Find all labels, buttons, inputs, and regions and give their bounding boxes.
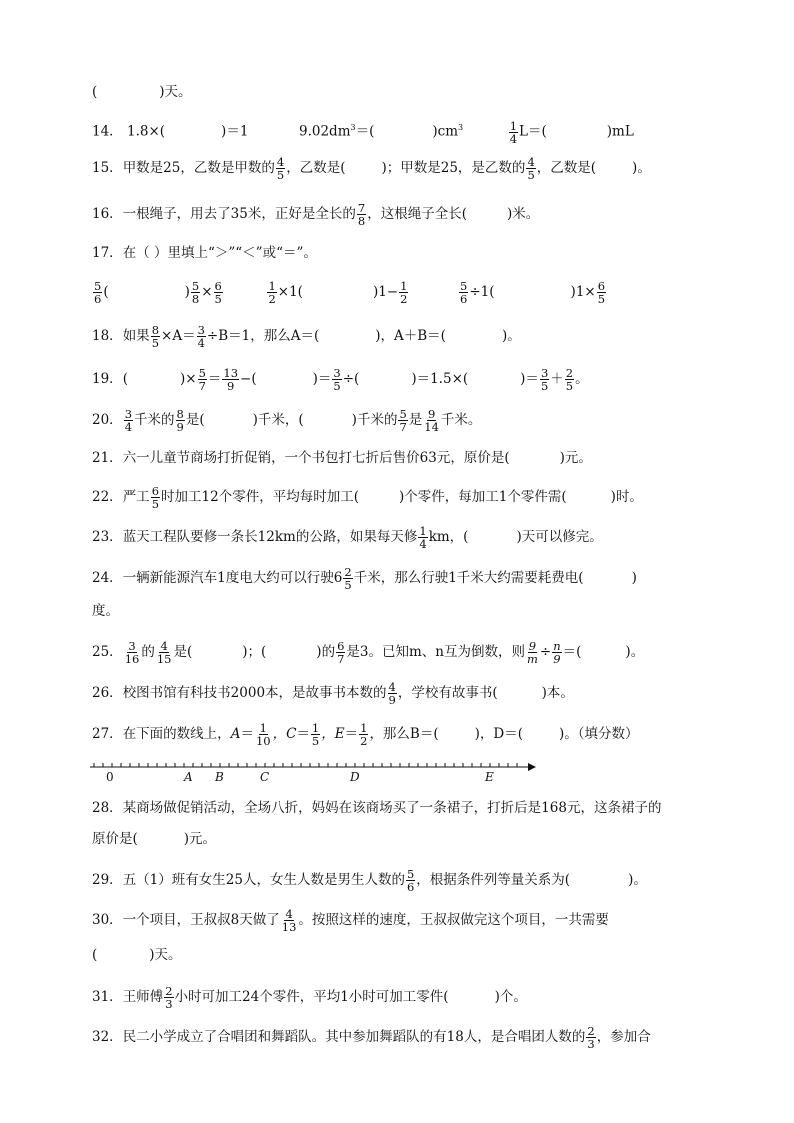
question-number: 19．: [92, 371, 123, 387]
text: 如果: [122, 328, 150, 344]
text: )千米，(: [252, 412, 304, 428]
fraction: $\frac{2}{5}$: [344, 565, 352, 592]
text: (: [122, 371, 128, 387]
fraction: $\frac{1}{2}$: [268, 279, 276, 306]
question-number: 24．: [92, 570, 123, 586]
text: 小时可加工24个零件，平均1小时可加工零件(: [174, 989, 449, 1005]
text: 原价是(: [92, 831, 138, 847]
text: )千米的: [351, 412, 398, 428]
text: )；甲数是25，是乙数的: [381, 160, 526, 176]
fraction: $\frac{3}{4}$: [197, 323, 205, 350]
question-number: 17．: [92, 245, 123, 261]
text: 时加工12个零件，平均每时加工(: [161, 489, 359, 505]
text: 的: [141, 644, 155, 660]
question-26: [92, 681, 574, 706]
text: −(: [240, 371, 257, 387]
question-19: [92, 367, 589, 392]
text: 是3。已知m、n互为倒数，则: [346, 644, 525, 660]
question-number: 25．: [92, 644, 123, 660]
fraction: $\frac{1}{2}$: [360, 721, 368, 748]
text: ): [184, 284, 190, 300]
text: ＝: [207, 371, 222, 387]
text: )×: [179, 371, 197, 387]
text: 是(: [185, 412, 205, 428]
question-18: [92, 324, 521, 349]
fraction: $\frac{3}{16}$: [124, 639, 140, 666]
question-number: 28．: [92, 800, 123, 816]
question-number: 14．: [92, 123, 123, 140]
text: 是(: [173, 644, 193, 660]
text: )，A＋B＝(: [375, 328, 446, 344]
fraction: $\frac{2}{3}$: [165, 984, 173, 1011]
text: )米。: [506, 206, 540, 222]
fraction: $\frac{4}{5}$: [276, 155, 285, 182]
fraction: $\frac{7}{8}$: [357, 201, 366, 228]
nl-label-0: 0: [106, 770, 114, 784]
question-28-cont: [92, 829, 216, 849]
text: )本。: [541, 685, 574, 701]
text: ＝: [240, 726, 254, 742]
text: 在下面的数线上，: [122, 726, 231, 742]
question-number: 32．: [92, 1029, 123, 1045]
fraction: $\frac{1}{10}$: [255, 721, 271, 748]
text: ＝(: [562, 644, 582, 660]
text: )。: [501, 328, 521, 344]
text: )1−: [372, 284, 399, 300]
question-number: 22．: [92, 489, 123, 505]
text: )天可以修完。: [516, 529, 603, 545]
question-21: [92, 448, 592, 468]
text: ，参加合: [596, 1029, 651, 1045]
question-32: [92, 1025, 651, 1050]
text: )＝: [312, 371, 332, 387]
text: 严工: [122, 489, 150, 505]
text: )mL: [606, 123, 634, 140]
fraction: $\frac{6}{5}$: [151, 484, 160, 511]
text: 蓝天工程队要修一条长12km的公路，如果每天修: [122, 529, 418, 545]
fraction: $\frac{6}{5}$: [214, 279, 222, 306]
question-30: [92, 908, 609, 933]
text: )天。: [149, 947, 182, 963]
text: )时。: [610, 489, 643, 505]
fraction: $\frac{4}{13}$: [281, 907, 297, 934]
fraction: $\frac{1}{4}$: [419, 524, 427, 551]
text: ＝: [296, 726, 310, 742]
question-number: 20．: [92, 412, 123, 428]
question-number: 21．: [92, 450, 123, 466]
nl-label-d: D: [350, 770, 360, 784]
text: (: [103, 284, 109, 300]
text: ): [631, 570, 637, 586]
fraction: $\frac{1}{2}$: [400, 279, 408, 306]
text: )。: [628, 872, 647, 888]
text: L＝(: [519, 123, 547, 140]
text: )。: [632, 160, 651, 176]
fraction: $\frac{9}{m}$: [527, 639, 538, 666]
question-27: [92, 722, 639, 747]
fraction: $\frac{3}{5}$: [540, 366, 549, 393]
text: )个零件，每加工1个零件需(: [398, 489, 567, 505]
text: )＝: [520, 371, 539, 387]
question-24-cont: [92, 601, 119, 621]
text: )。: [625, 644, 645, 660]
text: 某商场做促销活动，全场八折，妈妈在该商场买了一条裙子，打折后是168元，这条裙子的: [122, 800, 662, 816]
text: )＝1.5×(: [411, 371, 469, 387]
text: ，那么B＝(: [369, 726, 439, 742]
fraction: $\frac{5}{8}$: [191, 279, 200, 306]
fraction: $\frac{6}{7}$: [337, 639, 345, 666]
text: )个。: [494, 989, 527, 1005]
text: ，E: [321, 726, 345, 742]
text: )，D＝(: [474, 726, 523, 742]
text: 甲数是25，乙数是甲数的: [122, 160, 275, 176]
question-29: [92, 868, 647, 893]
text: km，(: [428, 529, 469, 545]
text: ÷(: [342, 371, 360, 387]
text: ，学校有故事书(: [397, 685, 498, 701]
text: 王师傅: [122, 989, 164, 1005]
arrow-head-icon: [528, 763, 536, 771]
line-continuation-days: [92, 82, 192, 102]
text: )＝1: [221, 123, 249, 140]
fraction: $\frac{4}{5}$: [527, 155, 535, 182]
text: 1.8×(: [126, 123, 166, 140]
fraction: $\frac{8}{5}$: [151, 323, 160, 350]
text: ×: [201, 284, 213, 300]
fraction: $\frac{6}{5}$: [597, 279, 606, 306]
question-24: [92, 566, 637, 591]
question-16: [92, 202, 539, 227]
text: 9.02dm: [299, 123, 351, 140]
fraction: $\frac{2}{5}$: [565, 366, 574, 393]
question-17: [92, 243, 317, 263]
question-number: 31．: [92, 989, 123, 1005]
text: )。（填分数）: [558, 726, 639, 742]
text: ＋: [550, 371, 564, 387]
fraction: $\frac{5}{6}$: [94, 279, 102, 306]
fraction: $\frac{9}{14}$: [424, 407, 439, 434]
nl-label-b: B: [215, 770, 224, 784]
question-17-items: [92, 280, 607, 305]
text: ＝(: [355, 123, 375, 140]
question-number: 26．: [92, 685, 123, 701]
question-15: [92, 156, 651, 181]
question-25: [92, 640, 644, 665]
text: 一辆新能源汽车1度电大约可以行驶6: [122, 570, 343, 586]
nl-label-c: C: [260, 770, 270, 784]
text: 在（ ）里填上“＞”“＜”或“＝”。: [122, 245, 317, 261]
question-22: [92, 485, 643, 510]
question-20: [92, 408, 481, 433]
text: 一根绳子，用去了35米，正好是全长的: [122, 206, 356, 222]
text: 。按照这样的速度，王叔叔做完这个项目，一共需要: [298, 912, 609, 928]
question-number: 18．: [92, 328, 123, 344]
fraction: $\frac{n}{9}$: [553, 639, 561, 666]
text: ，乙数是(: [286, 160, 346, 176]
number-line-ticks: [94, 763, 517, 767]
text: )1×: [570, 284, 596, 300]
question-31: [92, 985, 527, 1010]
text: ，乙数是(: [536, 160, 597, 176]
text: 校图书馆有科技书2000本，是故事书本数的: [122, 685, 387, 701]
text: 五（1）班有女生25人，女生人数是男生人数的: [122, 872, 405, 888]
text: 千米。: [440, 412, 482, 428]
nl-label-a: A: [184, 770, 193, 784]
text: 六一儿童节商场打折促销，一个书包打七折后售价63元，原价是(: [122, 450, 510, 466]
fraction: $\frac{1}{4}$: [509, 118, 518, 146]
question-28: [92, 798, 661, 818]
text: )元。: [183, 831, 217, 847]
fraction: $\frac{2}{3}$: [587, 1024, 595, 1051]
fraction: $\frac{5}{6}$: [406, 867, 415, 894]
text: ÷: [539, 644, 552, 660]
text: )；(: [242, 644, 267, 660]
text: 。: [575, 371, 589, 387]
text: (: [92, 947, 98, 963]
text: ，根据条件列等量关系为(: [416, 872, 571, 888]
question-number: 27．: [92, 726, 123, 742]
superscript: 3: [458, 123, 464, 132]
text: 度。: [92, 603, 119, 619]
text: ÷B＝1，那么A＝(: [206, 328, 320, 344]
text: 一个项目，王叔叔8天做了: [122, 912, 280, 928]
question-number: 29．: [92, 872, 123, 888]
fraction: $\frac{5}{7}$: [198, 366, 206, 393]
text: 千米，那么行驶1千米大约需要耗费电(: [353, 570, 584, 586]
fraction: $\frac{4}{15}$: [156, 639, 172, 666]
fraction: $\frac{3}{4}$: [124, 407, 133, 434]
text: )元。: [559, 450, 592, 466]
question-number: 16．: [92, 206, 123, 222]
text: ×A＝: [161, 328, 196, 344]
text: ＝: [344, 726, 359, 742]
text: )cm: [432, 123, 459, 140]
nl-label-e: E: [485, 770, 494, 784]
text: )天。: [159, 84, 192, 100]
superscript: 3: [350, 123, 356, 132]
fraction: $\frac{4}{9}$: [388, 680, 396, 707]
fraction: $\frac{5}{7}$: [399, 407, 407, 434]
text: ÷1(: [469, 284, 495, 300]
fraction: $\frac{5}{6}$: [460, 279, 468, 306]
fraction: $\frac{13}{9}$: [223, 366, 239, 393]
text: 是: [408, 412, 423, 428]
question-number: 23．: [92, 529, 123, 545]
text: (: [92, 84, 98, 100]
text: )的: [316, 644, 336, 660]
number-line: [90, 760, 540, 774]
text: A: [230, 726, 241, 742]
text: ，C: [272, 726, 297, 742]
fraction: $\frac{3}{5}$: [333, 366, 341, 393]
text: ，这根绳子全长(: [367, 206, 467, 222]
question-number: 15．: [92, 160, 123, 176]
fraction: $\frac{1}{5}$: [311, 721, 320, 748]
question-30-cont: [92, 945, 182, 965]
question-23: [92, 525, 603, 550]
question-14: [92, 118, 634, 145]
question-number: 30．: [92, 912, 123, 928]
text: ×1(: [277, 284, 303, 300]
text: 民二小学成立了合唱团和舞蹈队。其中参加舞蹈队的有18人，是合唱团人数的: [122, 1029, 586, 1045]
fraction: $\frac{8}{9}$: [176, 407, 184, 434]
text: 千米的: [134, 412, 175, 428]
